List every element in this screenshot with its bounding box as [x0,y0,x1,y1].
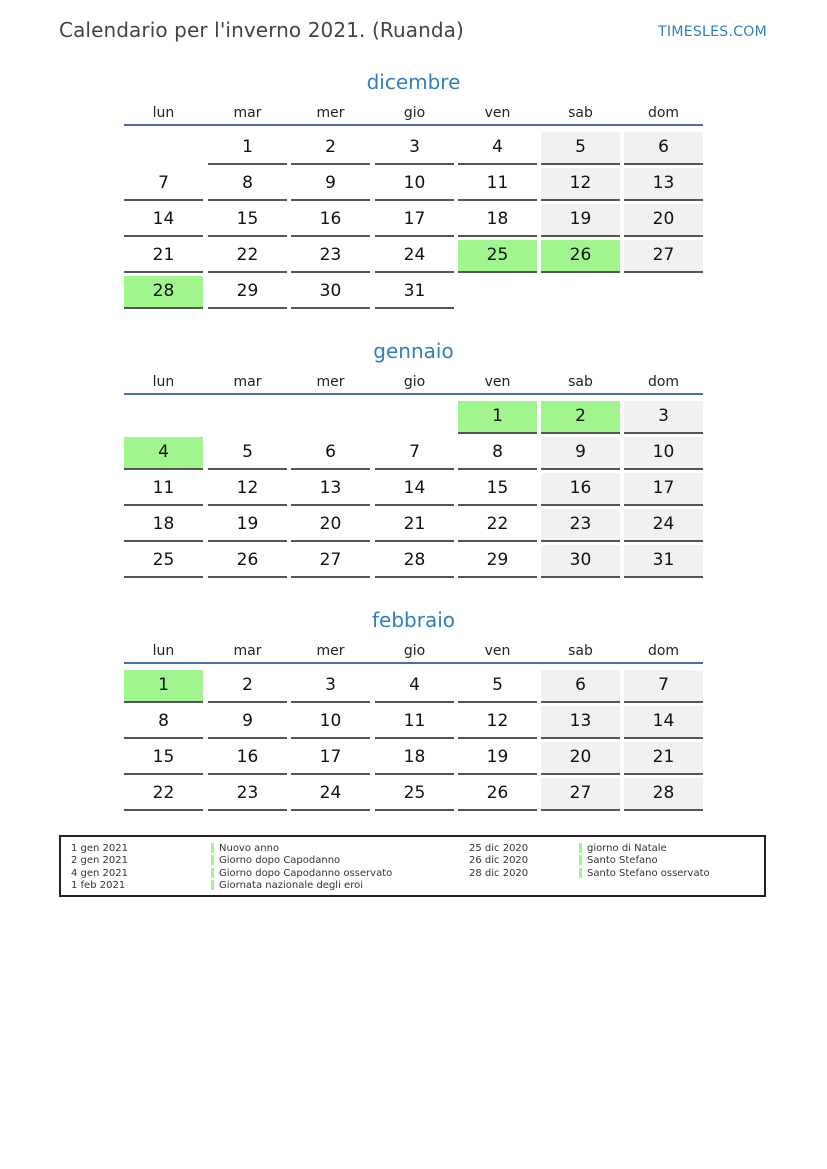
day-cell: 23 [541,509,620,542]
day-cell: 22 [124,778,203,811]
empty-day-cell [375,401,454,432]
empty-day-cell [124,401,203,432]
weekday-label: gio [403,374,426,390]
day-cell: 28 [375,545,454,578]
day-cell: 10 [375,168,454,201]
day-cell: 31 [375,276,454,309]
empty-day-cell [208,401,287,432]
day-cell: 15 [124,742,203,775]
day-cell: 11 [458,168,537,201]
day-cell: 24 [375,240,454,273]
day-cell: 4 [458,132,537,165]
day-cell: 3 [375,132,454,165]
day-cell: 14 [124,204,203,237]
day-cell: 31 [624,545,703,578]
day-cell: 6 [291,437,370,470]
day-cell: 4 [124,437,203,470]
empty-day-cell [458,276,537,307]
empty-day-cell [291,401,370,432]
weekday-label: gio [403,105,426,121]
page-title: Calendario per l'inverno 2021. (Ruanda) [59,18,464,42]
day-cell: 4 [375,670,454,703]
legend-holiday-name: giorno di Natale [587,843,667,854]
header-rule [124,124,703,126]
day-cell: 29 [458,545,537,578]
legend-holiday-name: Giorno dopo Capodanno osservato [219,867,393,879]
legend-holiday-name: Giorno dopo Capodanno [219,855,341,867]
weekday-label: sab [568,643,593,659]
day-cell: 10 [291,706,370,739]
weekday-label: ven [484,374,511,390]
day-cell: 27 [624,240,703,273]
day-cell: 25 [375,778,454,811]
day-cell: 3 [291,670,370,703]
day-cell: 23 [291,240,370,273]
day-cell: 24 [624,509,703,542]
day-cell: 16 [541,473,620,506]
legend-holiday-name: Santo Stefano osservato [587,867,710,879]
day-cell: 21 [624,742,703,775]
weekday-label: mer [316,105,345,121]
weekday-label: mer [316,374,345,390]
header-rule [124,393,703,395]
day-cell: 12 [208,473,287,506]
day-cell: 18 [458,204,537,237]
weekday-header [124,105,703,125]
day-cell: 11 [375,706,454,739]
day-cell: 2 [541,401,620,434]
day-cell: 28 [624,778,703,811]
day-cell: 27 [541,778,620,811]
holiday-color-mark [211,868,214,878]
day-cell: 17 [624,473,703,506]
legend-right-dates [469,843,528,880]
legend-left-marks [211,843,214,893]
day-cell: 18 [124,509,203,542]
day-cell: 26 [541,240,620,273]
weekday-header [124,374,703,394]
legend-date: 2 gen 2021 [71,855,129,867]
day-cell: 11 [124,473,203,506]
weekday-label: mar [233,105,262,121]
day-cell: 15 [208,204,287,237]
weekday-label: lun [152,105,175,121]
day-cell: 17 [375,204,454,237]
day-cell: 19 [208,509,287,542]
day-cell: 20 [291,509,370,542]
holiday-color-mark [211,855,214,865]
day-cell: 8 [124,706,203,739]
day-cell: 23 [208,778,287,811]
day-cell: 6 [624,132,703,165]
day-cell: 13 [291,473,370,506]
weekday-header [124,643,703,663]
weekday-label: dom [647,374,680,390]
header-rule [124,662,703,664]
legend-date: 1 gen 2021 [71,843,129,854]
day-cell: 9 [208,706,287,739]
legend-date: 4 gen 2021 [71,867,129,879]
day-cell: 7 [124,168,203,201]
day-cell: 19 [541,204,620,237]
month-title: dicembre [366,70,461,94]
day-cell: 14 [375,473,454,506]
month-2 [124,608,703,814]
day-cell: 7 [375,437,454,470]
day-cell: 22 [208,240,287,273]
weekday-label: sab [568,374,593,390]
weekday-label: mar [233,374,262,390]
day-cell: 1 [124,670,203,703]
legend-holiday-name: Giornata nazionale degli eroi [219,880,363,892]
day-cell: 30 [291,276,370,309]
legend-date: 28 dic 2020 [469,867,529,879]
day-cell: 28 [124,276,203,309]
day-cell: 9 [541,437,620,470]
day-cell: 22 [458,509,537,542]
empty-day-cell [624,276,703,307]
day-cell: 5 [208,437,287,470]
weekday-label: gio [403,643,426,659]
day-cell: 1 [458,401,537,434]
day-cell: 20 [541,742,620,775]
day-cell: 24 [291,778,370,811]
month-0 [124,70,703,312]
weekday-label: mar [233,643,262,659]
day-cell: 12 [458,706,537,739]
legend-right-names [587,843,710,880]
day-cell: 7 [624,670,703,703]
day-cell: 17 [291,742,370,775]
day-cell: 18 [375,742,454,775]
legend-left-dates [71,843,128,893]
weekday-label: ven [484,105,511,121]
day-cell: 12 [541,168,620,201]
day-cell: 27 [291,545,370,578]
weekday-label: mer [316,643,345,659]
holiday-color-mark [579,868,582,878]
holiday-color-mark [211,843,214,853]
day-cell: 13 [624,168,703,201]
day-cell: 20 [624,204,703,237]
day-cell: 25 [124,545,203,578]
legend-right-marks [579,843,582,880]
day-cell: 19 [458,742,537,775]
day-cell: 16 [291,204,370,237]
weekday-label: lun [152,643,175,659]
legend-holiday-name: Nuovo anno [219,843,280,854]
legend-left-names [219,843,392,893]
legend-date: 25 dic 2020 [469,843,529,854]
day-cell: 1 [208,132,287,165]
day-cell: 26 [458,778,537,811]
legend-holiday-name: Santo Stefano [587,855,658,867]
holiday-legend [59,835,766,897]
day-cell: 10 [624,437,703,470]
holiday-color-mark [211,880,214,890]
month-title: febbraio [371,608,455,632]
day-cell: 25 [458,240,537,273]
day-cell: 14 [624,706,703,739]
day-cell: 2 [208,670,287,703]
holiday-color-mark [579,855,582,865]
weekday-label: lun [152,374,175,390]
day-cell: 13 [541,706,620,739]
day-cell: 8 [458,437,537,470]
day-cell: 2 [291,132,370,165]
day-cell: 5 [458,670,537,703]
day-cell: 21 [375,509,454,542]
day-cell: 26 [208,545,287,578]
brand-link[interactable]: TIMESLES.COM [658,24,767,40]
weekday-label: dom [647,105,680,121]
legend-date: 26 dic 2020 [469,855,529,867]
day-cell: 15 [458,473,537,506]
legend-date: 1 feb 2021 [71,880,126,892]
day-cell: 9 [291,168,370,201]
day-cell: 6 [541,670,620,703]
day-cell: 5 [541,132,620,165]
holiday-color-mark [579,843,582,853]
day-cell: 21 [124,240,203,273]
empty-day-cell [541,276,620,307]
day-cell: 3 [624,401,703,434]
weekday-label: sab [568,105,593,121]
weekday-label: dom [647,643,680,659]
empty-day-cell [124,132,203,163]
day-cell: 16 [208,742,287,775]
day-cell: 8 [208,168,287,201]
day-cell: 30 [541,545,620,578]
day-cell: 29 [208,276,287,309]
month-title: gennaio [373,339,454,363]
weekday-label: ven [484,643,511,659]
month-1 [124,339,703,581]
